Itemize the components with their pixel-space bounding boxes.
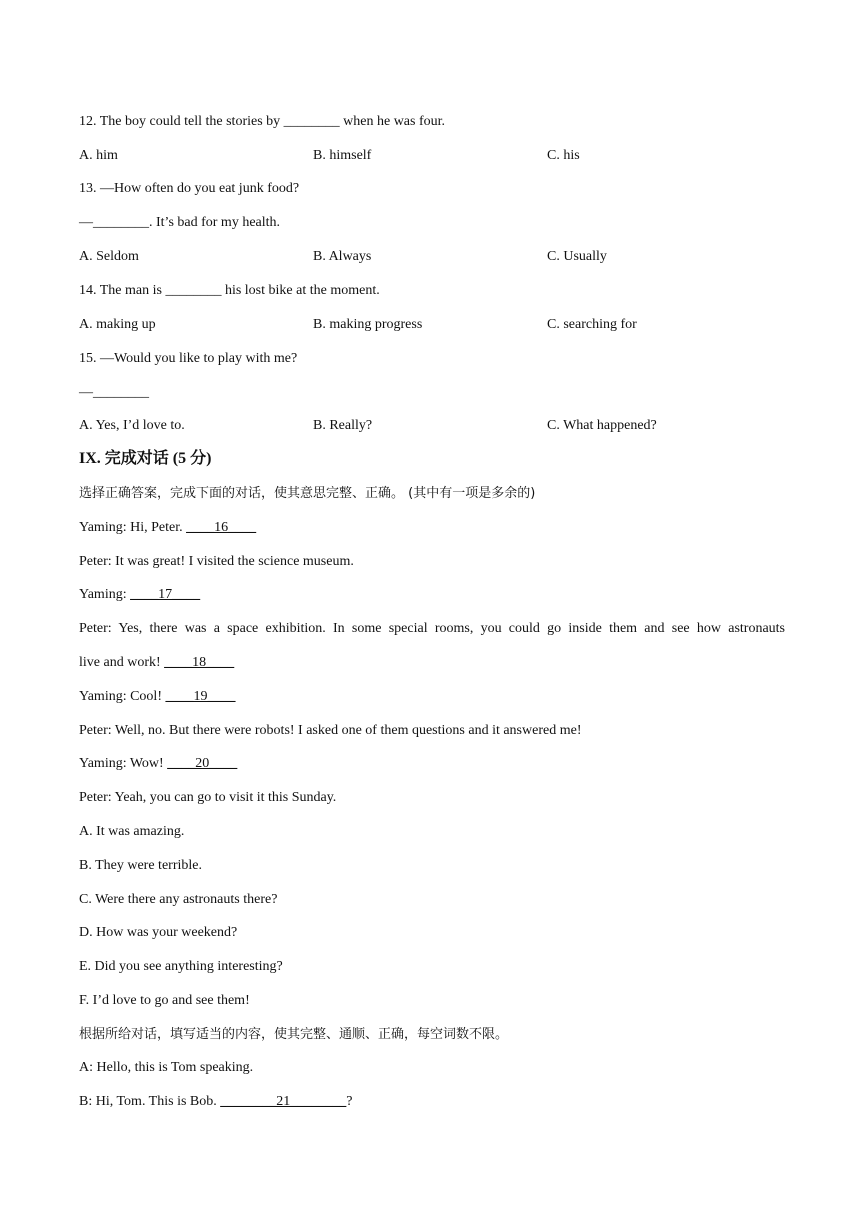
dialogue-line-4: Peter: Yes, there was a space exhibition. In some special rooms, you could go inside them and see how astronauts [79,621,785,636]
dialogue-line-1 [79,519,256,537]
section-10-line-2-end: ? [346,1094,353,1109]
dialogue-line-6 [79,688,235,706]
blank-21: ________21________ [220,1094,347,1109]
answer-option-c: C. Were there any astronauts there? [79,892,278,907]
blank-17: ____17____ [130,587,201,602]
section-9-instruction: 选择正确答案，完成下面的对话，使其意思完整、正确。 (其中有一项是多余的) [79,486,536,501]
dialogue-line-3-text: Yaming: [79,587,131,602]
q12-option-a: A. him [79,148,118,163]
dialogue-line-8-text: Yaming: Wow! [79,756,168,771]
q13-option-c: C. Usually [547,249,607,264]
blank-19: ____19____ [165,689,236,704]
q15-option-b: B. Really? [313,418,373,433]
section-10-line-1: A: Hello, this is Tom speaking. [79,1060,254,1075]
answer-option-b: B. They were terrible. [79,858,202,873]
q15-option-a: A. Yes, I’d love to. [79,418,185,433]
q12-option-b: B. himself [313,148,372,163]
dialogue-line-2: Peter: It was great! I visited the science museum. [79,554,354,569]
blank-18: ____18____ [164,655,235,670]
question-13-reply: —________. It’s bad for my health. [79,215,281,230]
question-13-stem: 13. —How often do you eat junk food? [79,181,300,196]
dialogue-line-7: Peter: Well, no. But there were robots! I asked one of them questions and it answered me! [79,723,582,738]
q12-option-c: C. his [547,148,580,163]
q14-option-a: A. making up [79,317,156,332]
dialogue-line-1-text: Yaming: Hi, Peter. [79,520,187,535]
answer-option-e: E. Did you see anything interesting? [79,959,283,974]
dialogue-line-3 [79,586,200,604]
question-12-stem: 12. The boy could tell the stories by ________ when he was four. [79,114,446,129]
question-14-stem: 14. The man is ________ his lost bike at the moment. [79,283,380,298]
section-10-line-2 [79,1093,352,1111]
dialogue-line-8 [79,755,237,773]
dialogue-line-5 [79,654,234,672]
dialogue-line-6-text: Yaming: Cool! [79,689,166,704]
blank-20: ____20____ [167,756,238,771]
dialogue-line-5-text: live and work! [79,655,165,670]
section-10-instruction: 根据所给对话，填写适当的内容，使其完整、通顺、正确，每空词数不限。 [79,1027,509,1042]
answer-option-d: D. How was your weekend? [79,925,238,940]
dialogue-line-9: Peter: Yeah, you can go to visit it this Sunday. [79,790,337,805]
blank-16: ____16____ [186,520,257,535]
section-9-title: IX. 完成对话 (5 分) [79,450,212,467]
question-15-reply: —________ [79,385,149,400]
q13-option-b: B. Always [313,249,372,264]
q14-option-b: B. making progress [313,317,423,332]
answer-option-a: A. It was amazing. [79,824,185,839]
section-10-line-2-text: B: Hi, Tom. This is Bob. [79,1094,221,1109]
question-15-stem: 15. —Would you like to play with me? [79,351,298,366]
q13-option-a: A. Seldom [79,249,139,264]
q14-option-c: C. searching for [547,317,637,332]
q15-option-c: C. What happened? [547,418,657,433]
answer-option-f: F. I’d love to go and see them! [79,993,250,1008]
